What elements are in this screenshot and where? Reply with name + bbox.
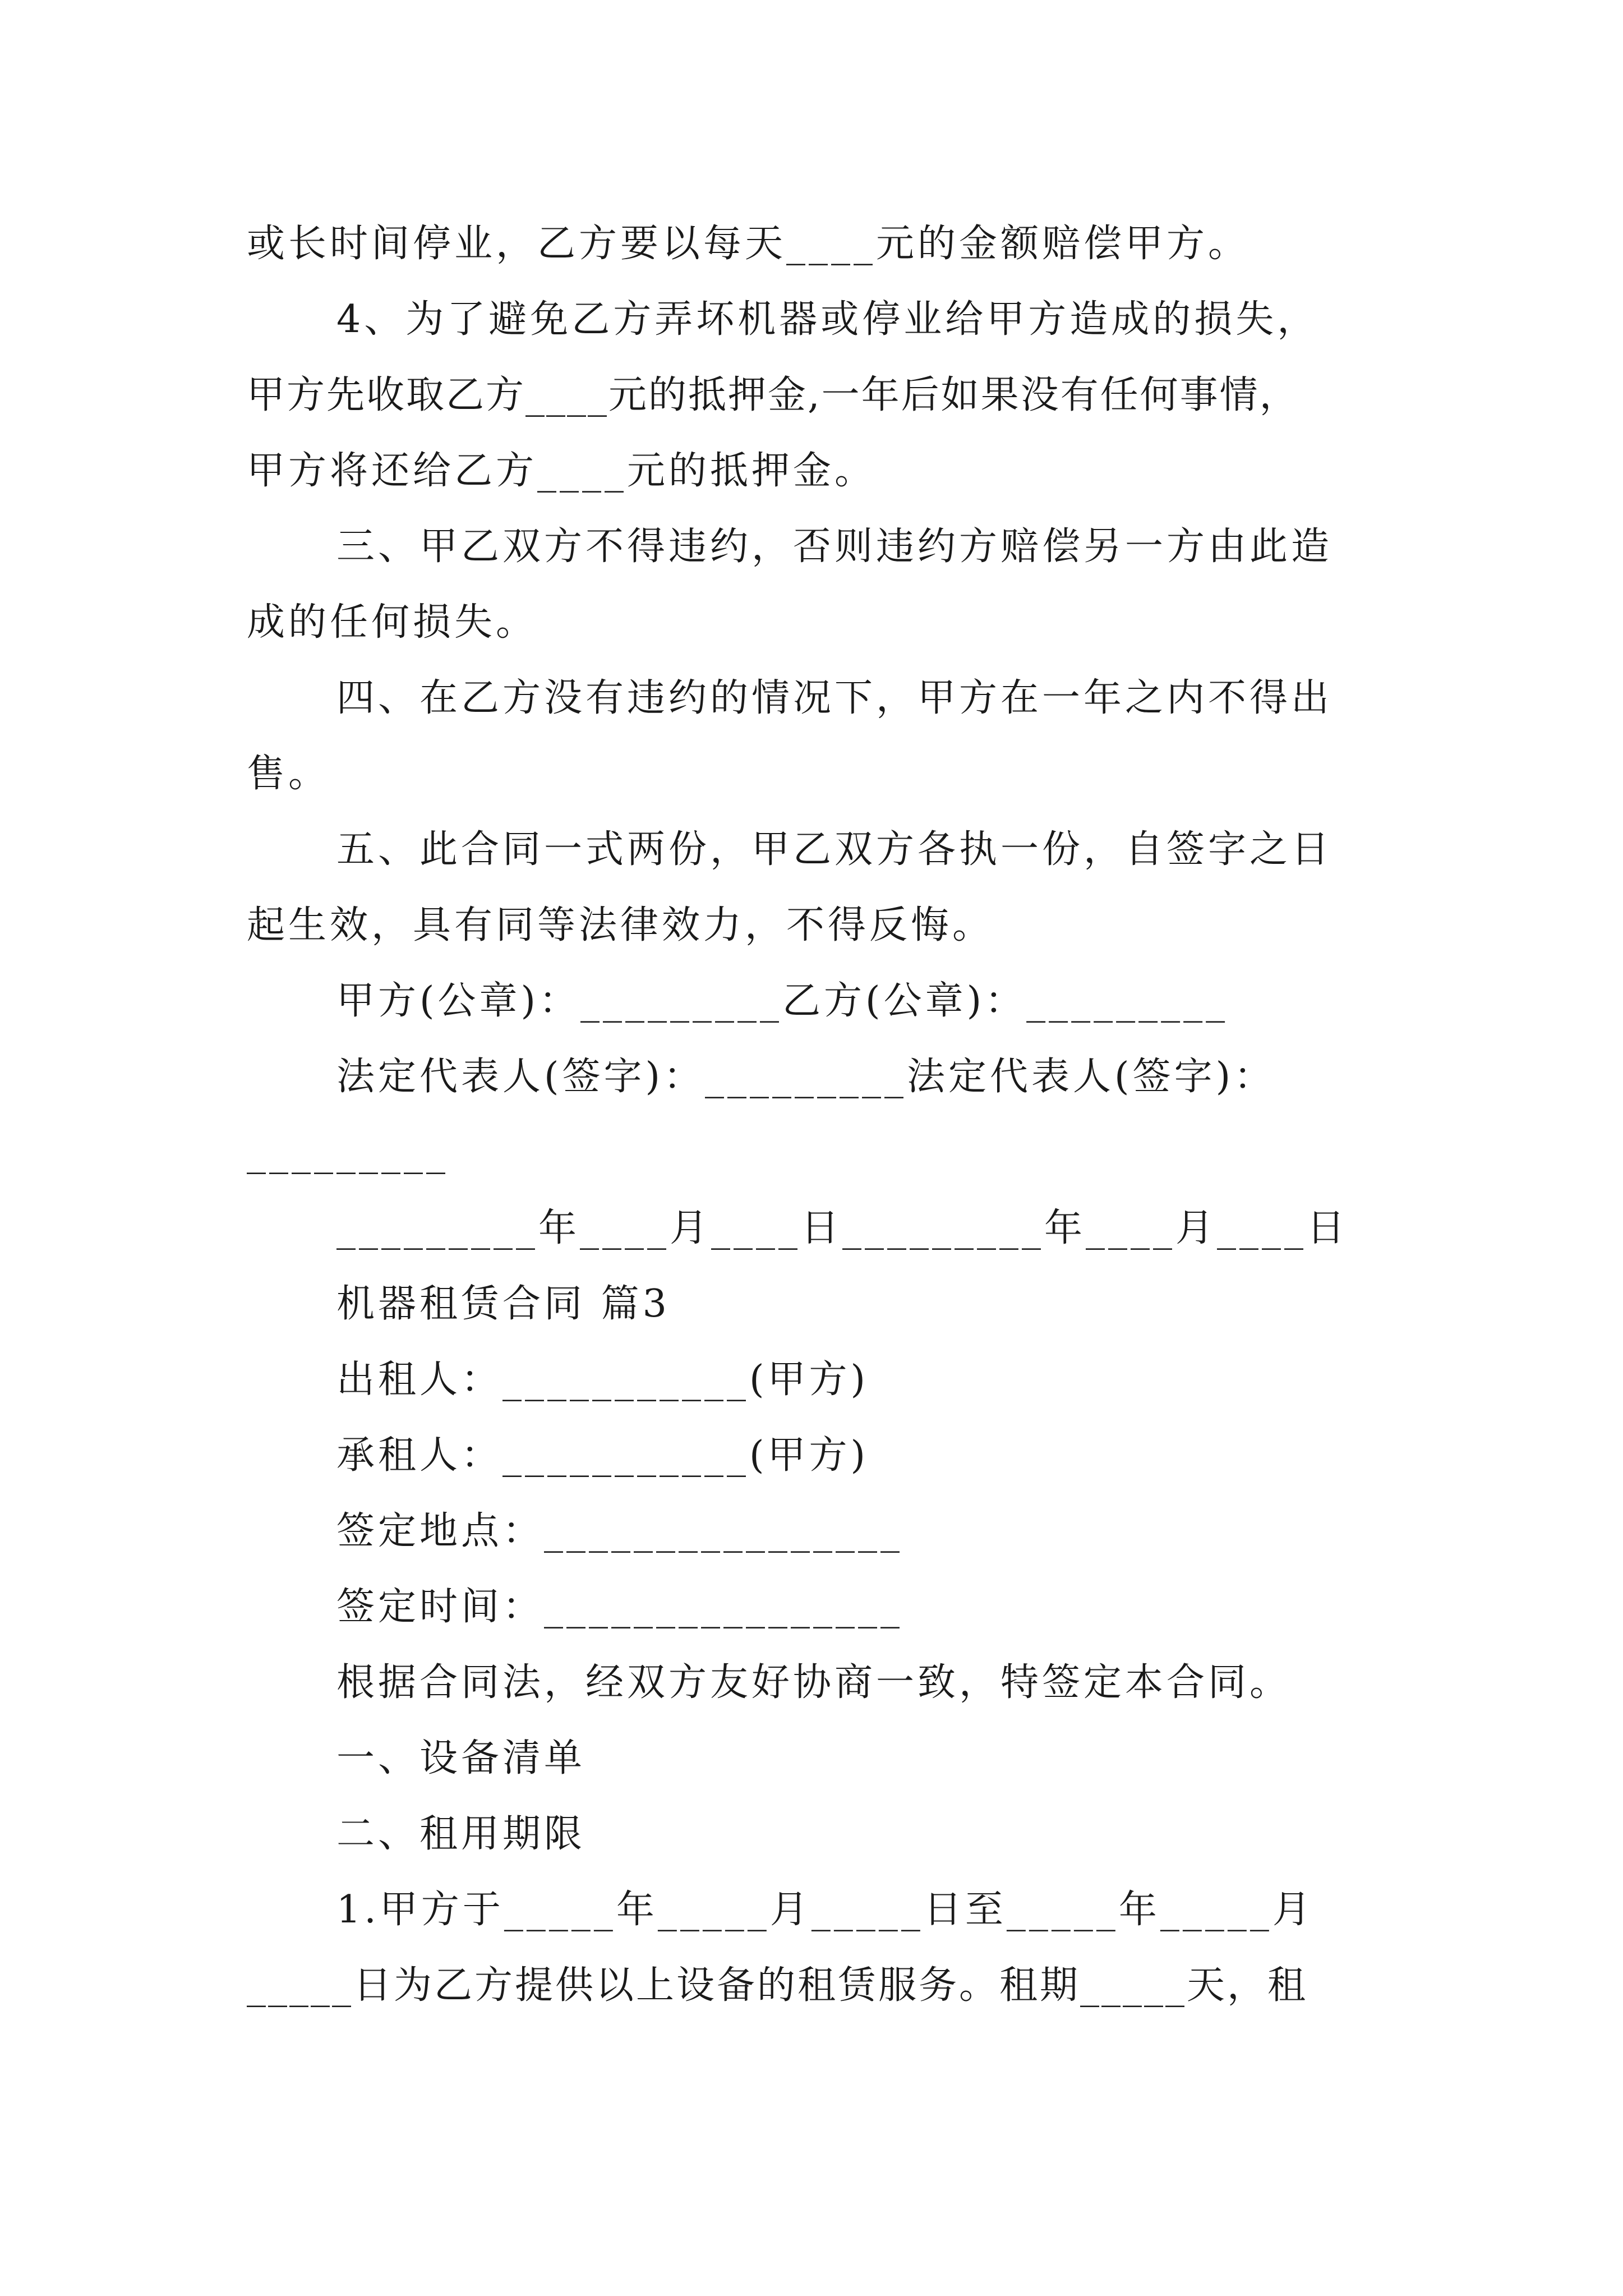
clause-heading-1: 一、设备清单 [336,1736,586,1780]
date-line: _________年____月____日_________年____月____日 [336,1206,1349,1250]
text-line-20: 根据合同法，经双方友好协商一致，特签定本合同。 [336,1660,1292,1705]
signing-place-field: 签定地点：________________ [336,1509,903,1553]
text-line-5: 三、甲乙双方不得违约，否则违约方赔偿另一方由此造 [336,524,1333,569]
text-line-4: 甲方将还给乙方____元的抵押金。 [247,449,877,493]
text-line-23: 1.甲方于_____年_____月_____日至_____年_____月 [336,1888,1314,1932]
text-line-8: 售。 [247,752,330,796]
signing-time-field: 签定时间：________________ [336,1585,903,1629]
text-line-9: 五、此合同一式两份，甲乙双方各执一份，自签字之日 [336,827,1333,872]
text-line-6: 成的任何损失。 [247,600,538,645]
lessor-field: 出租人：___________(甲方) [336,1358,869,1402]
text-line-3: 甲方先收取乙方____元的抵押金,一年后如果没有任何事情， [247,373,1299,417]
lessee-field: 承租人：___________(甲方) [336,1433,869,1478]
signature-blank: _________ [247,1130,449,1175]
section-heading: 机器租赁合同 篇3 [336,1282,670,1326]
text-line-2: 4、为了避免乙方弄坏机器或停业给甲方造成的损失， [336,297,1319,342]
text-line-24: _____日为乙方提供以上设备的租赁服务。租期_____天，租 [247,1963,1308,2008]
clause-heading-2: 二、租用期限 [336,1812,586,1856]
text-line-10: 起生效，具有同等法律效力，不得反悔。 [247,903,994,947]
signature-line-party: 甲方(公章)：_________乙方(公章)：_________ [336,979,1229,1023]
text-line-7: 四、在乙方没有违约的情况下，甲方在一年之内不得出 [336,676,1333,720]
signature-line-representative: 法定代表人(签字)：_________法定代表人(签字)： [336,1055,1276,1099]
text-line-1: 或长时间停业，乙方要以每天____元的金额赔偿甲方。 [247,222,1250,266]
